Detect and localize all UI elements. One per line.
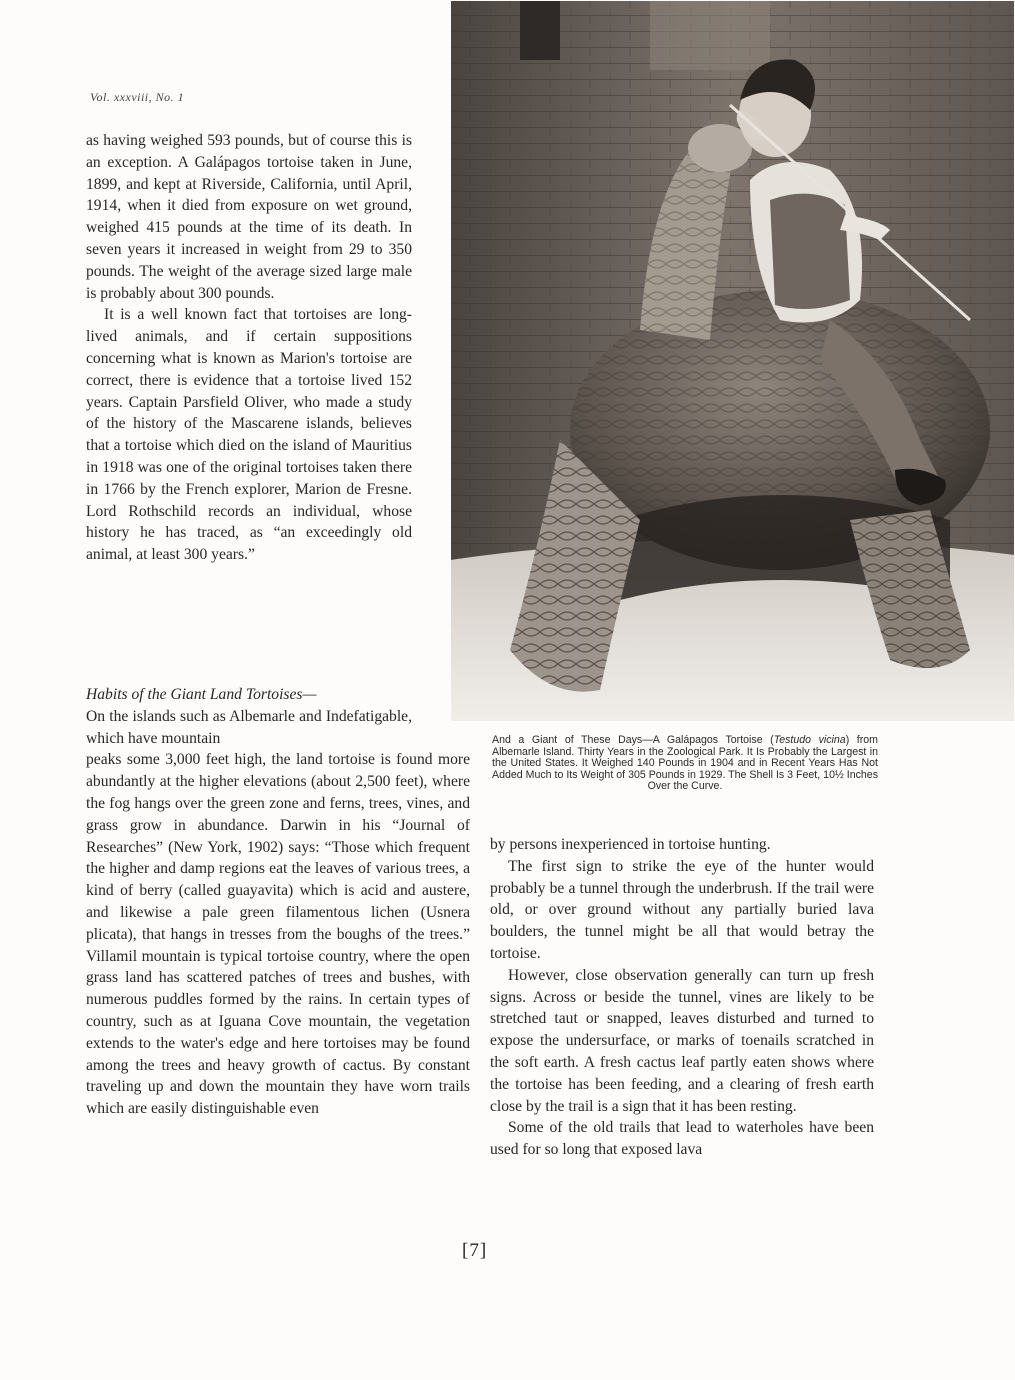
habits-body-text: peaks some 3,000 feet high, the land tortoise is found more abundantly at the higher elevations (about 2,500 feet), where the fog hangs over the green zone and ferns, trees, vines, and grass grow in abundance. Darwin in his “Journal of Researches” (New York, 1902) says: “Those which frequent the higher and damp regions eat the leaves of various trees, a kind of berry (called guayavita) which is acid and austere, and likewise a pale green filamentous lichen (Usnera plicata), that hangs in tresses from the boughs of the trees.” Villamil mountain is typical tortoise country, where the open grass land has scattered patches of trees and bushes, with numerous puddles formed by the rains. In certain types of country, such as at Iguana Cove mountain, the vegetation extends to the water's edge and here tortoises may be found among the trees and heavy growth of cactus. By constant traveling up and down the mountain they have worn trails which are easily distinguishable even — [86, 751, 470, 1118]
caption-post: ) from Albemarle Island. Thirty Years in the Zoological Park. It Is Probably the Largest in the United States. It Weighed 140 Pounds in 1904 and in Recent Years Has Not Added Much to Its Weight of 305 Pounds in 1929. The Shell Is 3 Feet, 10½ Inches Over the Curve. — [492, 734, 878, 793]
photo-illustration — [450, 0, 1015, 722]
caption-pre: And a Giant of These Days—A Galápagos Tortoise ( — [492, 734, 774, 746]
left-column — [86, 130, 412, 566]
caption-species: Testudo vicina — [773, 734, 846, 746]
paragraph-weights: as having weighed 593 pounds, but of course this is an exception. A Galápagos tortoise taken in June, 1899, and kept at Riverside, California, until April, 1914, when it died from exposure on wet ground, weighed 415 pounds at the time of its death. In seven years it increased in weight from 29 to 350 pounds. The weight of the average sized large male is probably about 300 pounds. — [86, 132, 412, 302]
running-head: Vol. xxxviii, No. 1 — [90, 90, 185, 104]
section-heading: Habits of the Giant Land Tortoises— — [86, 686, 317, 703]
photo-caption — [492, 735, 878, 793]
paragraph-observation: However, close observation generally can turn up fresh signs. Across or beside the tunnel, vines are likely to be stretched taut or snapped, leaves disturbed and turned to expose the undersurface, or marks of toenails scratched in the soft earth. A fresh cactus leaf partly eaten shows where the tortoise has been feeding, and a clearing of fresh earth close by the trail is a sign that it has been resting. — [490, 966, 874, 1115]
habits-lead-text: On the islands such as Albemarle and Indefatigable, which have mountain — [86, 707, 412, 747]
page-number: [7] — [462, 1240, 488, 1261]
paragraph-longevity: It is a well known fact that tortoises are long-lived animals, and if certain suppositions concerning what is known as Marion's tortoise are correct, there is evidence that a tortoise lived 152 years. Captain Parsfield Oliver, who made a study of the history of the Mascarene islands, believes that a tortoise which died on the island of Mauritius in 1918 was one of the original tortoises taken there in 1766 by the French explorer, Marion de Fresne. Lord Rothschild records an individual, whose history he has traced, as “an exceedingly old animal, at least 300 years.” — [86, 306, 412, 564]
habits-section — [86, 684, 470, 1120]
right-column — [490, 834, 874, 1161]
paragraph-first-sign: The first sign to strike the eye of the hunter would probably be a tunnel through the underbrush. If the trail were old, or over ground without any partially buried lava boulders, the tunnel might be all that would betray the tortoise. — [490, 857, 874, 962]
habits-lead-paragraph — [86, 684, 412, 749]
tortoise-photograph — [450, 0, 1015, 722]
paragraph-inexperienced: by persons inexperienced in tortoise hunting. — [490, 836, 771, 853]
paragraph-trails: Some of the old trails that lead to waterholes have been used for so long that exposed lava — [490, 1119, 874, 1159]
